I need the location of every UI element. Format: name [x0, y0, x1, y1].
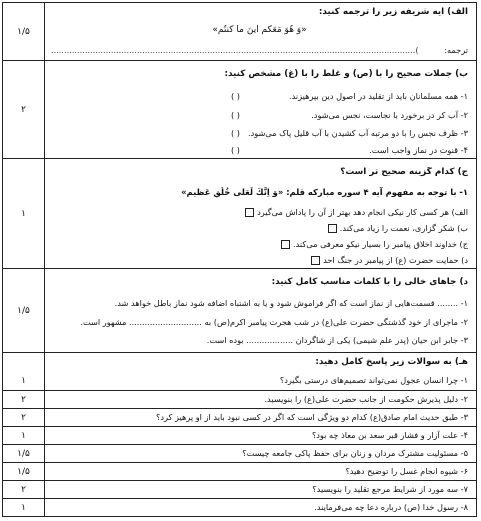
section-d-title: د) جاهای خالی را با کلمات مناسب کامل کنید:: [271, 277, 468, 287]
section-e-title: هـ) به سوالات زیر پاسخ کامل دهید:: [315, 357, 468, 367]
answer-paren[interactable]: ( ): [231, 110, 240, 120]
fill-blank-item[interactable]: ۲- ماجرای از خود گذشتگی حضرت علی(ع) در شب هجرت پیامبر اکرم(ص) به ............................ مشهور است.: [80, 317, 468, 327]
checkbox[interactable]: [328, 224, 337, 233]
section-a: [3, 3, 476, 61]
verse-text: «وَ هُوَ مَعَكُم أينَ ما كُنتُم»: [212, 25, 307, 35]
true-false-item: ۳- ظرف نجس را با دو مرتبه آب کشیدن با آب قلیل پاک می‌شود.: [247, 128, 468, 138]
fill-blank-item[interactable]: ۳- جابر ابن حیان (پدر علم شیمی) یکی از شاگردان .................. بوده است.: [206, 335, 468, 345]
question-text: ۵- مسئولیت مشترک مردان و زنان برای حفظ پاکی جامعه چیست؟: [242, 448, 468, 458]
true-false-item: ۱- همه مسلمانان باید از تقلید در اصول دین بپرهیزند.: [288, 91, 468, 101]
question-row: [3, 371, 476, 391]
question-score: ۱/۵: [3, 463, 45, 480]
answer-paren[interactable]: ( ): [231, 128, 240, 138]
question-row: [3, 499, 476, 516]
question-score: ۱: [3, 371, 45, 390]
option-d[interactable]: د) حمایت حضرت (ع) از پیامبر در جنگ احد: [51, 255, 468, 265]
answer-paren[interactable]: ( ): [231, 145, 240, 155]
section-c-question: ۱- با توجه به مفهوم آیه ۴ سوره مبارکه قلم: «وَ اِنَّكَ لَعَلی خُلُقٍ عَظیم»: [181, 187, 468, 197]
translation-blank[interactable]: ............................................................................................................................................(: [51, 45, 419, 55]
question-row: [3, 463, 476, 481]
true-false-item: ۲- آب کر در برخورد با نجاست، نجس می‌شود.: [311, 110, 468, 120]
question-score: ۱/۵: [3, 445, 45, 462]
section-d-score: ۱/۵: [3, 269, 45, 352]
question-text: ۱- چرا انسان عجول نمی‌تواند تصمیم‌های درستی بگیرد؟: [279, 375, 468, 385]
question-score: ۲: [3, 481, 45, 498]
section-a-score: ۱/۵: [3, 3, 45, 60]
question-row: [3, 427, 476, 445]
question-text: ۷- سه مورد از شرایط مرجع تقلید را بنویسید؟: [312, 484, 468, 494]
checkbox[interactable]: [311, 256, 320, 265]
option-a[interactable]: الف) هر کسی کار نیکی انجام دهد بهتر از آن را پاداش می‌گیرد: [51, 207, 468, 217]
question-row: [3, 481, 476, 499]
section-a-title: الف) آیه شریفه زیر را ترجمه کنید:: [318, 7, 468, 17]
section-b: [3, 61, 476, 159]
section-c: [3, 159, 476, 269]
question-score: ۱: [3, 499, 45, 516]
exam-sheet: [2, 2, 477, 517]
checkbox[interactable]: [281, 240, 290, 249]
question-score: ۲: [3, 409, 45, 426]
question-row: [3, 391, 476, 409]
option-c[interactable]: ج) خداوند اخلاق پیامبر را بسیار نیکو معرفی می‌کند.: [51, 239, 468, 249]
option-b[interactable]: ب) شکر گزاری، نعمت را زیاد می‌کند.: [51, 223, 468, 233]
question-text: ۴- علت آزار و فشار قبر سعد بن معاذ چه بود؟: [311, 430, 468, 440]
question-text: ۳- طبق حدیث امام صادق(ع) کدام دو ویژگی است که اگر در کسی نبود باید از او پرهیز کرد؟: [156, 412, 468, 422]
question-score: ۱: [3, 427, 45, 444]
checkbox[interactable]: [245, 208, 254, 217]
section-d: [3, 269, 476, 353]
fill-blank-item[interactable]: ۱- ........ قسمت‌هایی از نماز است که اگر فراموش شود و یا به اشتباه اضافه شود نماز باطل خواهد شد.: [114, 298, 468, 308]
section-c-score: ۱: [3, 159, 45, 268]
section-b-title: ب) جملات صحیح را با (ص) و غلط را با (غ) مشخص کنید:: [224, 69, 468, 79]
section-e-header: [3, 353, 476, 371]
question-text: ۶- شیوه انجام غسل را توضیح دهید؟: [345, 466, 468, 476]
section-c-title: ج) کدام گزینه صحیح تر است؟: [340, 167, 468, 177]
question-row: [3, 445, 476, 463]
question-row: [3, 409, 476, 427]
question-text: ۸- رسول خدا (ص) درباره دعا چه می‌فرمایند.: [314, 502, 468, 512]
question-score: ۲: [3, 391, 45, 408]
true-false-item: ۴- قنوت در نماز واجب است.: [369, 145, 468, 155]
section-b-score: ۲: [3, 61, 45, 158]
translation-label: ترجمه:: [444, 45, 468, 55]
answer-paren[interactable]: ( ): [231, 91, 240, 101]
question-text: ۲- دلیل پذیرش حکومت از جانب حضرت علی(ع) را بنویسید.: [264, 394, 468, 404]
